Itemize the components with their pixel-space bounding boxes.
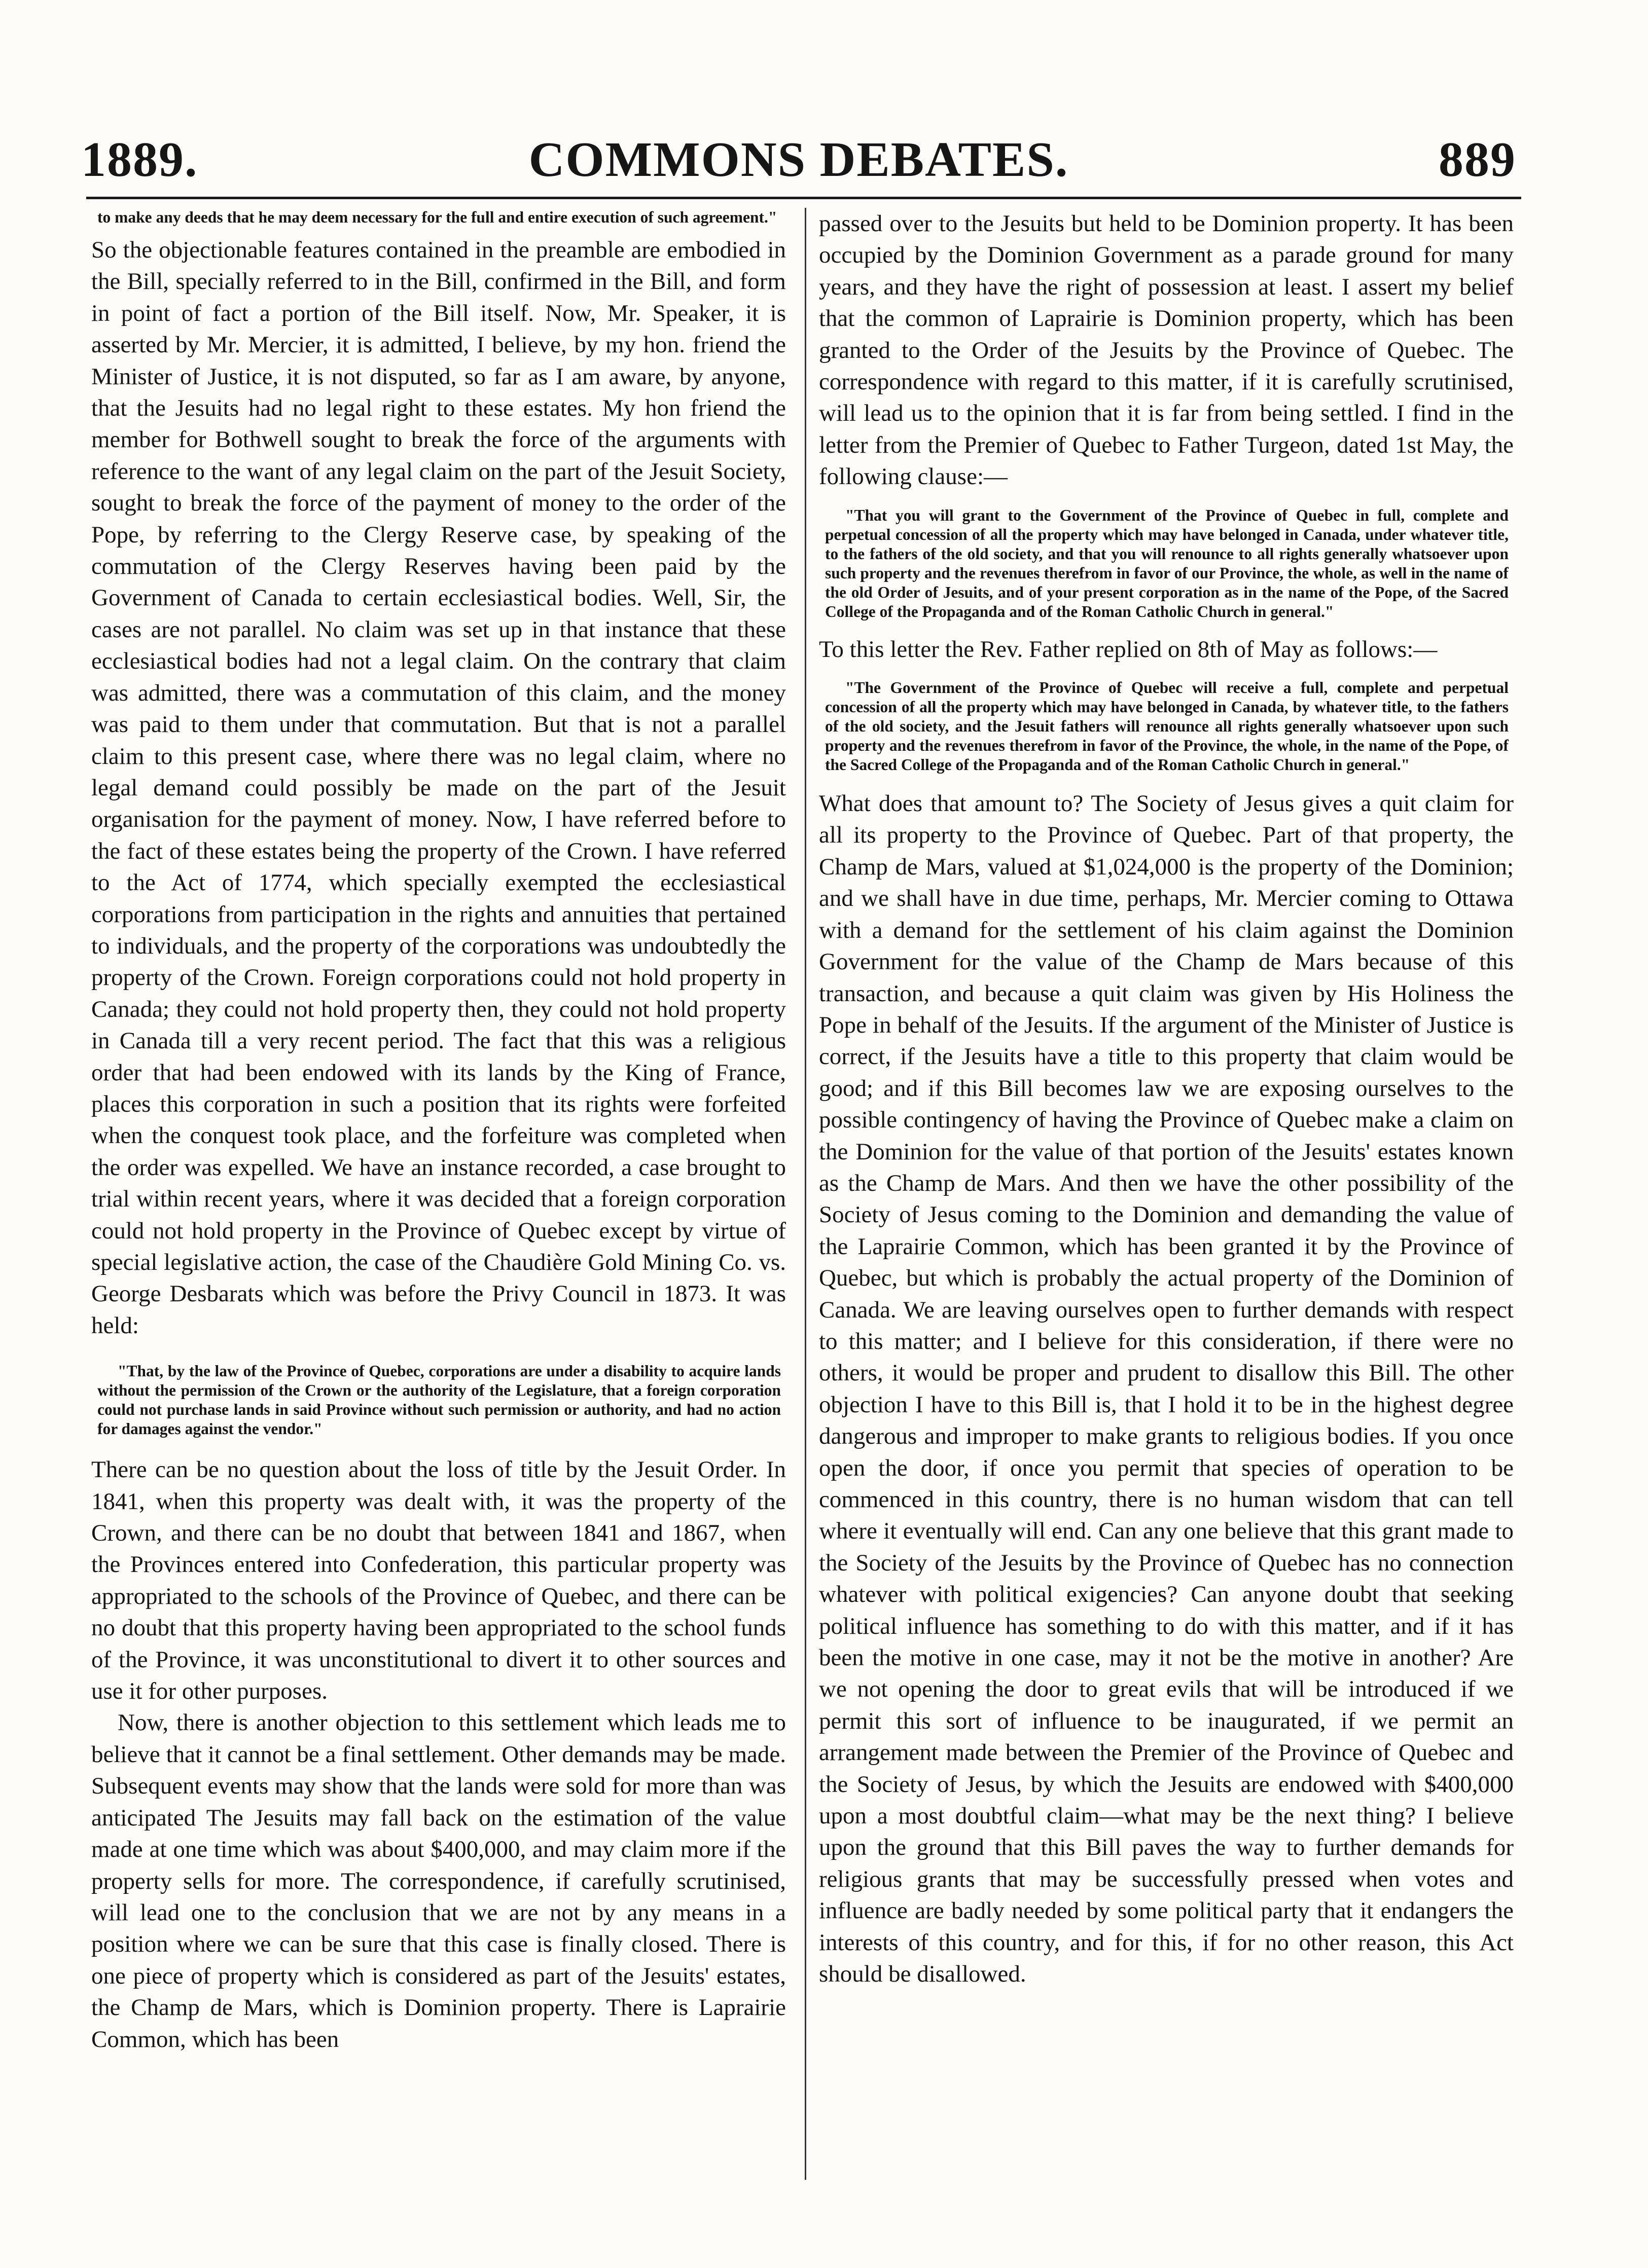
header-title: COMMONS DEBATES. [528,132,1069,187]
page-header [81,127,1516,198]
header-rule [86,197,1521,199]
right-quote-1: "That you will grant to the Government of the Province of Quebec in full, complete and perpetual concession of all the property which may have belonged in Canada, under whatever title, to the fathers of the old society, and that you will renounce to all rights generally whatsoever upon such property and the revenues therefrom in favor of our Province, the whole, as well in the name of the old Order of Jesuits, and of your present corporation as in the name of the Pope, of the Sacred College of the Propaganda and of the Roman Catholic Church in general." [825,506,1509,620]
left-quote-1: "That, by the law of the Province of Quebec, corporations are under a disability to acquire lands without the permission of the Crown or the authority of the Legislature, that a foreign corporation could not purchase lands in said Province without such permission or authority, and had no action for damages against the vendor." [97,1362,781,1438]
header-page-number: 889 [1439,132,1516,187]
left-paragraph-3: Now, there is another objection to this settlement which leads me to believe that it cannot be a final settlement. Other demands may be made. Subsequent events may show that the lands were sold for more than was anticipated The Jesuits may fall back on the estimation of the value made at one time which was about $400,000, and may claim more if the property sells for more. The correspondence, if carefully scrutinised, will lead one to the conclusion that we are not by any means in a position where we can be sure that this case is finally closed. There is one piece of property which is considered as part of the Jesuits' estates, the Champ de Mars, which is Dominion property. There is Laprairie Common, which has been [91,1709,786,2053]
continued-quote: to make any deeds that he may deem necessary for the full and entire execution of such agreement." [97,208,777,226]
right-quote-2: "The Government of the Province of Quebec will receive a full, complete and perpetual concession of all the property which may have belonged in Canada, by whatever title, to the fathers of the old society, and the Jesuit fathers will renounce all rights generally whatsoever upon such property and the revenues therefrom in favor of the Province, the whole, in the name of the Pope, of the Sacred College of the Propaganda and of the Roman Catholic Church in general." [825,679,1509,774]
left-column [91,208,786,2055]
right-paragraph-1: passed over to the Jesuits but held to be Dominion property. It has been occupied by the Dominion Government as a parade ground for many years, and they have the right of possession at least. I assert my belief that the common of Laprairie is Dominion property, which has been granted to the Order of the Jesuits by the Province of Quebec. The correspondence with regard to this matter, if it is carefully scrutinised, will lead us to the opinion that it is far from being settled. I find in the letter from the Premier of Quebec to Father Turgeon, dated 1st May, the following clause:— [819,210,1514,490]
left-paragraph-2: There can be no question about the loss of title by the Jesuit Order. In 1841, when this property was dealt with, it was the property of the Crown, and there can be no doubt that between 1841 and 1867, when the Provinces entered into Confederation, this particular property was appropriated to the schools of the Province of Quebec, and there can be no doubt that this property having been appropriated to the school funds of the Province, it was unconstitutional to divert it to other sources and use it for other purposes. [91,1456,786,1705]
right-paragraph-2: To this letter the Rev. Father replied on 8th of May as follows:— [819,636,1438,663]
header-year: 1889. [81,132,198,187]
column-divider [805,208,806,2180]
right-column [819,208,1514,1990]
left-paragraph-1: So the objectionable features contained in the preamble are embodied in the Bill, specially referred to in the Bill, confirmed in the Bill, and form in point of fact a portion of the Bill itself. Now, Mr. Speaker, it is asserted by Mr. Mercier, it is admitted, I believe, by my hon. friend the Minister of Justice, it is not disputed, so far as I am aware, by anyone, that the Jesuits had no legal right to these estates. My hon friend the member for Bothwell sought to break the force of the arguments with reference to the want of any legal claim on the part of the Jesuit Society, sought to break the force of the payment of money to the order of the Pope, by referring to the Clergy Reserve case, by speaking of the commutation of the Clergy Reserves having been paid by the Government of Canada to certain ecclesiastical bodies. Well, Sir, the cases are not parallel. No claim was set up in that instance that these ecclesiastical bodies had not a legal claim. On the contrary that claim was admitted, there was a commutation of this claim, and the money was paid to them under that commutation. But that is not a parallel claim to this present case, where there was no legal claim, where no legal demand could possibly be made on the part of the Jesuit organisation for the payment of money. Now, I have referred before to the fact of these estates being the property of the Crown. I have referred to the Act of 1774, which specially exempted the ecclesiastical corporations from participation in the rights and annuities that pertained to individuals, and the property of the corporations was undoubtedly the property of the Crown. Foreign corporations could not hold property in Canada; they could not hold property then, they could not hold property in Canada till a very recent period. The fact that this was a religious order that had been endowed with its lands by the King of France, places this corporation in such a position that its rights were forfeited when the conquest took place, and the forfeiture was completed when the order was expelled. We have an instance recorded, a case brought to trial within recent years, where it was decided that a foreign corporation could not hold property in the Province of Quebec except by virtue of special legislative action, the case of the Chaudière Gold Mining Co. vs. George Desbarats which was before the Privy Council in 1873. It was held: [91,237,786,1339]
right-paragraph-3: What does that amount to? The Society of Jesus gives a quit claim for all its property to the Province of Quebec. Part of that property, the Champ de Mars, valued at $1,024,000 is the property of the Dominion; and we shall have in due time, perhaps, Mr. Mercier coming to Ottawa with a demand for the settlement of his claim against the Dominion Government for the value of the Champ de Mars because of this transaction, and because a quit claim was given by His Holiness the Pope in behalf of the Jesuits. If the argument of the Minister of Justice is correct, if the Jesuits have a title to this property that claim would be good; and if this Bill becomes law we are exposing ourselves to the possible contingency of having the Province of Quebec make a claim on the Dominion for the value of that portion of the Jesuits' estates known as the Champ de Mars. And then we have the other possibility of the Society of Jesus coming to the Dominion and demanding the value of the Laprairie Common, which has been granted it by the Province of Quebec, but which is probably the actual property of the Dominion of Canada. We are leaving ourselves open to further demands with respect to this matter; and I believe for this consideration, if there were no others, it would be proper and prudent to disallow this Bill. The other objection I have to this Bill is, that I hold it to be in the highest degree dangerous and improper to make grants to religious bodies. If you once open the door, if once you permit that species of operation to be commenced in this country, there is no human wisdom that can tell where it eventually will end. Can any one believe that this grant made to the Society of the Jesuits by the Province of Quebec has no connection whatever with political exigencies? Can anyone doubt that seeking political influence has something to do with this matter, and if it has been the motive in one case, may it not be the motive in another? Are we not opening the door to great evils that will be introduced if we permit this sort of influence to be inaugurated, if we permit an arrangement made between the Premier of the Province of Quebec and the Society of Jesus, by which the Jesuits are endowed with $400,000 upon a most doubtful claim—what may be the next thing? I believe upon the ground that this Bill paves the way to further demands for religious grants that may be successfully pressed when votes and influence are badly needed by some political party that it endangers the interests of this country, and for this, if for no other reason, this Act should be disallowed. [819,790,1514,1988]
